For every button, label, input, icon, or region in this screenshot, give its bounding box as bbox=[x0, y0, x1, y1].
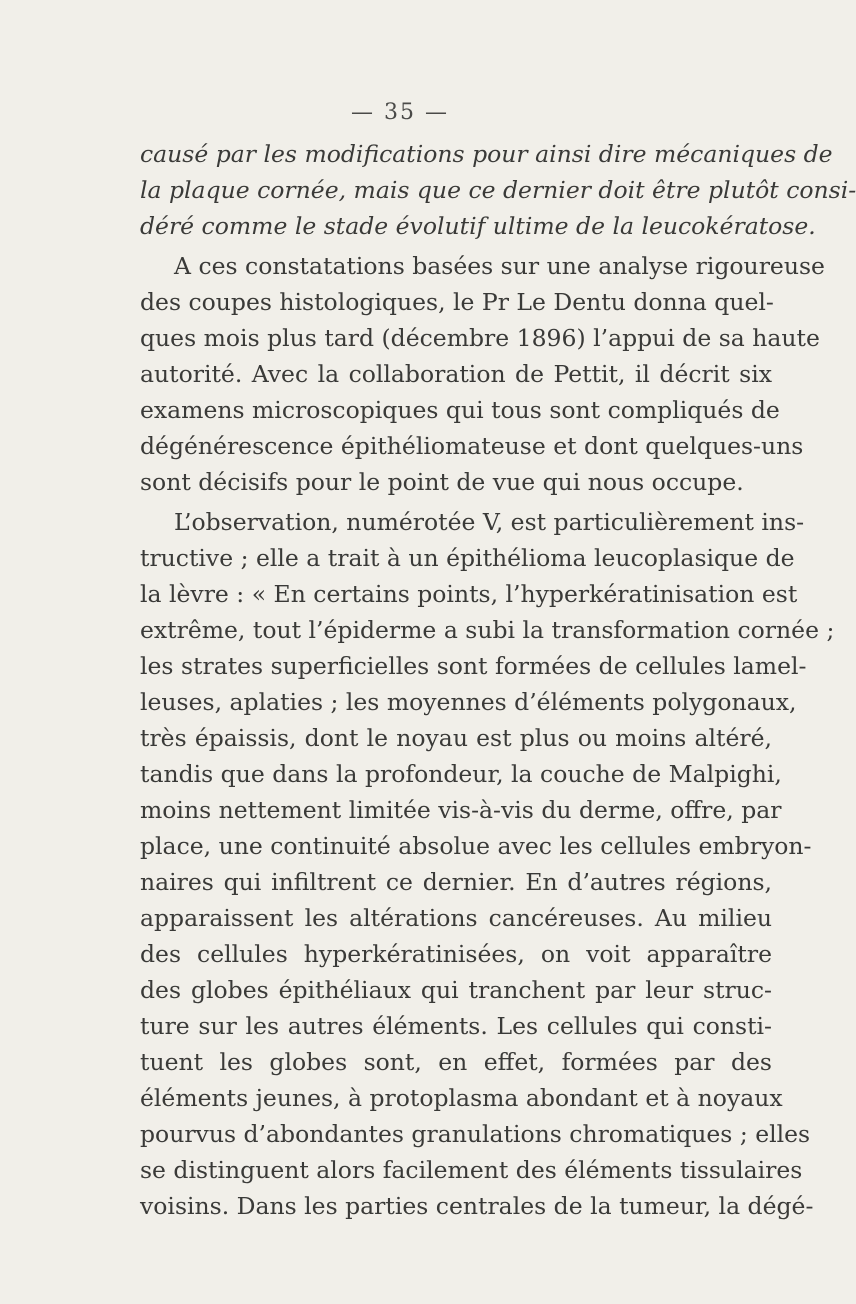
text-line: ture sur les autres éléments. Les cellules qui consti- bbox=[140, 1012, 772, 1040]
text-line: place, une continuité absolue avec les cellules embryon- bbox=[140, 832, 812, 860]
text-line: des cellules hyperkératinisées, on voit apparaître bbox=[140, 940, 772, 968]
text-line: moins nettement limitée vis-à-vis du derme, offre, par bbox=[140, 796, 782, 824]
text-line: les strates superficielles sont formées de cellules lamel- bbox=[140, 652, 807, 680]
text-line: L’observation, numérotée V, est particulièrement ins- bbox=[174, 508, 805, 536]
text-line: tandis que dans la profondeur, la couche de Malpighi, bbox=[140, 760, 782, 788]
text-line: déré comme le stade évolutif ultime de la leucokératose. bbox=[140, 212, 816, 240]
text-line: pourvus d’abondantes granulations chromatiques ; elles bbox=[140, 1120, 811, 1148]
text-line: A ces constatations basées sur une analyse rigoureuse bbox=[174, 252, 825, 280]
text-line: la plaque cornée, mais que ce dernier doit être plutôt consi- bbox=[140, 176, 856, 204]
text-line: naires qui infiltrent ce dernier. En d’autres régions, bbox=[140, 868, 772, 896]
text-line: extrême, tout l’épiderme a subi la transformation cornée ; bbox=[140, 616, 835, 644]
text-line: dégénérescence épithéliomateuse et dont quelques-uns bbox=[140, 432, 804, 460]
text-line: sont décisifs pour le point de vue qui nous occupe. bbox=[140, 468, 744, 496]
text-line: causé par les modifications pour ainsi dire mécaniques de bbox=[140, 140, 833, 168]
text-line: tructive ; elle a trait à un épithélioma leucoplasique de bbox=[140, 544, 795, 572]
text-line: examens microscopiques qui tous sont compliqués de bbox=[140, 396, 780, 424]
text-line: très épaissis, dont le noyau est plus ou moins altéré, bbox=[140, 724, 772, 752]
text-line: la lèvre : « En certains points, l’hyperkératinisation est bbox=[140, 580, 798, 608]
text-line: leuses, aplaties ; les moyennes d’éléments polygonaux, bbox=[140, 688, 797, 716]
text-line: des globes épithéliaux qui tranchent par leur struc- bbox=[140, 976, 772, 1004]
text-line: tuent les globes sont, en effet, formées par des bbox=[140, 1048, 772, 1076]
text-line: se distinguent alors facilement des éléments tissulaires bbox=[140, 1156, 803, 1184]
text-line: éléments jeunes, à protoplasma abondant et à noyaux bbox=[140, 1084, 783, 1112]
text-line: voisins. Dans les parties centrales de la tumeur, la dégé- bbox=[140, 1192, 814, 1220]
page-number: — 35 — bbox=[351, 100, 449, 125]
text-line: apparaissent les altérations cancéreuses. Au milieu bbox=[140, 904, 772, 932]
text-line: des coupes histologiques, le Pr Le Dentu donna quel- bbox=[140, 288, 774, 316]
text-line: autorité. Avec la collaboration de Pettit, il décrit six bbox=[140, 360, 772, 388]
text-line: ques mois plus tard (décembre 1896) l’appui de sa haute bbox=[140, 324, 820, 352]
